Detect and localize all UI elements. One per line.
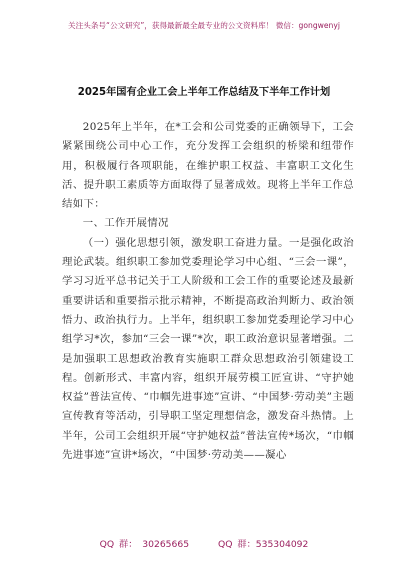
document-body — [62, 118, 354, 465]
qq-group-2: QQ 群：535304092 — [218, 539, 309, 550]
qq-group-1: QQ 群： 30265665 — [99, 539, 190, 550]
document-title: 2025年国有企业工会上半年工作总结及下半年工作计划 — [77, 87, 331, 98]
section-heading: 一、工作开展情况 — [82, 217, 169, 230]
body-paragraph: （一）强化思想引领，激发职工奋进力量。一是强化政治理论武装。组织职工参加党委理论学习中心组、“三会一课”，学习习近平总书记关于工人阶级和工会工作的重要论述及最新重要讲话和重要指示批示精神，不断提高政治判断力、政治领悟力、政治执行力。上半年，组织职工参加党委理论学习中心组学习*次，参加“三会一课”*次，职工政治意识显著增强。二是加强职工思想政治教育实施职工群众思想政治引领建设工程。创新形式、丰富内容，组织开展劳模工匠宣讲、“守护她权益”普法宣传、“巾帼先进事迹”宣讲、“中国梦·劳动美”主题宣传教育等活动，引导职工坚定理想信念，激发奋斗热情。上半年，公司工会组织开展“守护她权益”普法宣传*场次，“巾帼先进事迹”宣讲*场次，“中国梦·劳动美——凝心 — [62, 236, 354, 462]
header-banner: 关注头条号“公文研究”，获得最新最全最专业的公文资料库！ 微信：gongwenyj — [68, 21, 340, 30]
intro-paragraph: 2025年上半年，在*工会和公司党委的正确领导下，工会紧紧围绕公司中心工作，充分发挥工会组织的桥梁和纽带作用，积极履行各项职能，在维护职工权益、丰富职工文化生活、提升职工素质等方面取得了显著成效。现将上半年工作总结如下： — [62, 121, 354, 211]
footer-contact — [0, 536, 408, 550]
